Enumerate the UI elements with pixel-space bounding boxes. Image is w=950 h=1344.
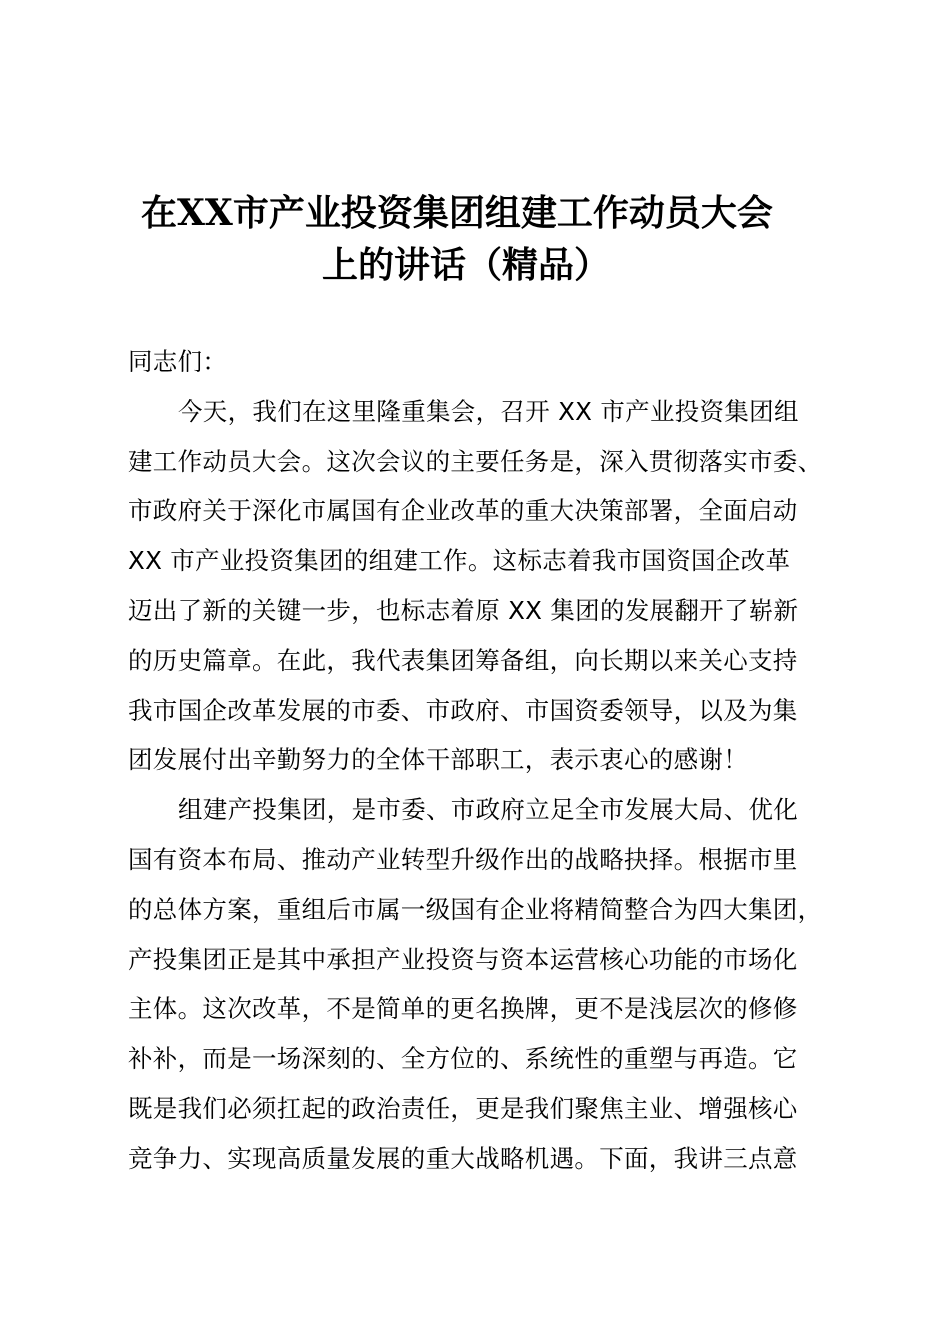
text-line: 建工作动员大会。这次会议的主要任务是，深入贯彻落实市委、 — [128, 446, 823, 476]
salutation: 同志们： — [128, 347, 228, 376]
text-line: XX 市产业投资集团的组建工作。这标志着我市国资国企改革 — [128, 546, 791, 576]
paragraph-1 — [128, 387, 848, 785]
text-line: 组建产投集团，是市委、市政府立足全市发展大局、优化 — [178, 795, 798, 825]
text-line: 今天，我们在这里隆重集会，召开 XX 市产业投资集团组 — [178, 396, 799, 426]
text-line: 国有资本布局、推动产业转型升级作出的战略抉择。根据市里 — [128, 844, 798, 874]
title-line-2: 上的讲话（精品） — [322, 244, 611, 286]
paragraph-2 — [128, 785, 848, 1183]
text-line: 的历史篇章。在此，我代表集团筹备组，向长期以来关心支持 — [128, 645, 798, 675]
text-line: 团发展付出辛勤努力的全体干部职工，表示衷心的感谢！ — [128, 745, 748, 775]
document-body — [128, 337, 848, 1184]
text-line: 产投集团正是其中承担产业投资与资本运营核心功能的市场化 — [128, 944, 798, 974]
text-line: 的总体方案，重组后市属一级国有企业将精简整合为四大集团， — [128, 894, 823, 924]
text-line: 市政府关于深化市属国有企业改革的重大决策部署，全面启动 — [128, 496, 798, 526]
text-line: 竞争力、实现高质量发展的重大战略机遇。下面，我讲三点意 — [128, 1143, 798, 1173]
text-line: 我市国企改革发展的市委、市政府、市国资委领导，以及为集 — [128, 695, 798, 725]
text-line: 既是我们必须扛起的政治责任，更是我们聚焦主业、增强核心 — [128, 1093, 798, 1123]
title-line-1: 在XX市产业投资集团组建工作动员大会 — [141, 192, 773, 234]
text-line: 迈出了新的关键一步，也标志着原 XX 集团的发展翻开了崭新 — [128, 595, 799, 625]
document-title — [0, 187, 950, 291]
text-line: 补补，而是一场深刻的、全方位的、系统性的重塑与再造。它 — [128, 1044, 798, 1074]
text-line: 主体。这次改革，不是简单的更名换牌，更不是浅层次的修修 — [128, 994, 798, 1024]
